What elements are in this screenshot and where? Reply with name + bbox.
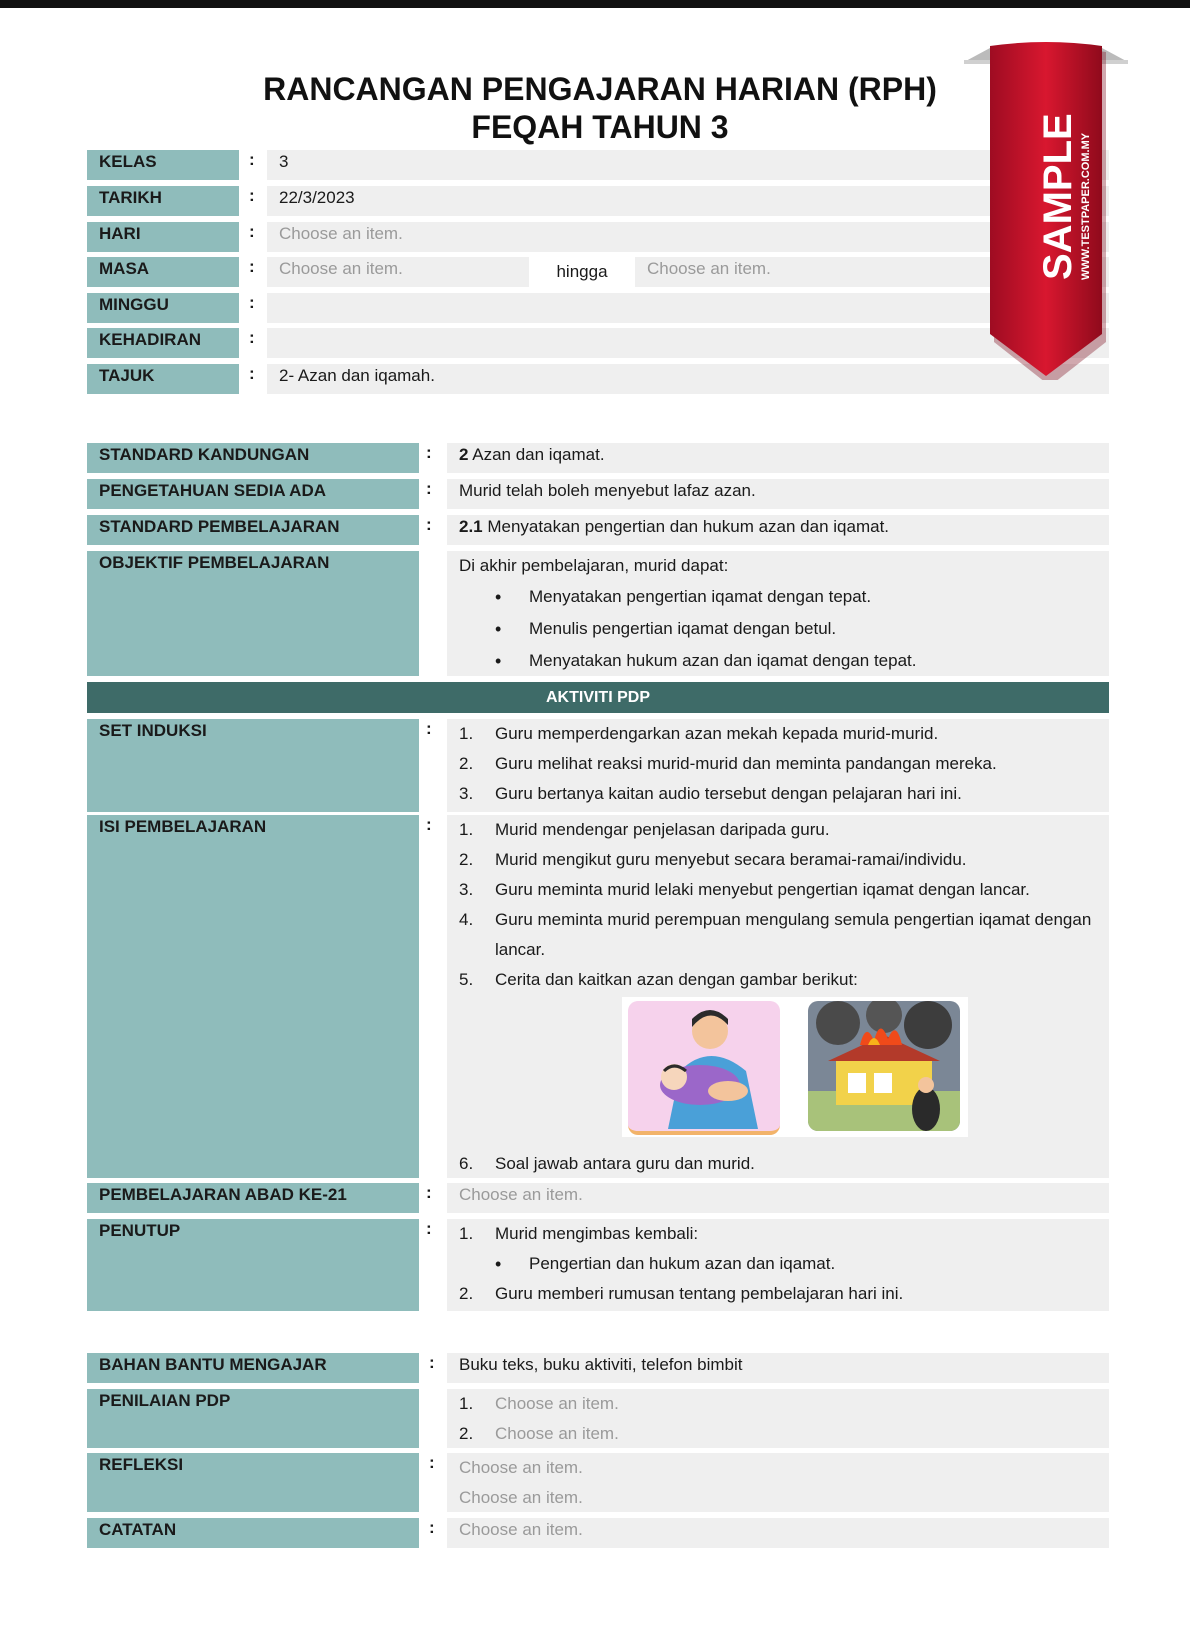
list-item xyxy=(459,965,1097,995)
standard-kandungan-text: Azan dan iqamat. xyxy=(468,445,605,464)
list-item xyxy=(459,905,1097,935)
list-item xyxy=(459,719,1097,749)
objektif-item: • Menyatakan pengertian iqamat dengan tepat. xyxy=(459,581,1097,613)
colon: : xyxy=(249,293,255,312)
colon: : xyxy=(426,1183,432,1202)
list-text: Guru meminta murid perempuan mengulang semula pengertian iqamat dengan xyxy=(495,910,1092,929)
list-number: 1. xyxy=(459,820,474,839)
list-text: lancar. xyxy=(495,940,546,959)
bahan-bantu-field[interactable]: Buku teks, buku aktiviti, telefon bimbit xyxy=(447,1353,1109,1383)
label-kehadiran: KEHADIRAN xyxy=(87,328,239,358)
masa-from-dropdown[interactable]: Choose an item. xyxy=(267,257,529,287)
list-number: 4. xyxy=(459,910,474,929)
standard-pembelajaran-field[interactable] xyxy=(447,515,1109,545)
illustrations xyxy=(622,997,968,1137)
list-number: 2. xyxy=(459,850,474,869)
label-hari: HARI xyxy=(87,222,239,252)
refleksi-field xyxy=(447,1453,1109,1512)
kelas-field[interactable]: 3 xyxy=(267,150,1109,180)
burning-house-image xyxy=(808,1001,960,1131)
list-number: 2. xyxy=(459,1424,474,1443)
label-isi-pembelajaran: ISI PEMBELAJARAN xyxy=(87,815,419,1178)
label-refleksi: REFLEKSI xyxy=(87,1453,419,1512)
list-item xyxy=(459,1149,1097,1179)
ribbon-url-text: WWW.TESTPAPER.COM.MY xyxy=(1080,132,1092,280)
list-item xyxy=(459,875,1097,905)
objektif-intro: Di akhir pembelajaran, murid dapat: xyxy=(459,556,729,575)
list-text: Guru melihat reaksi murid-murid dan meminta pandangan mereka. xyxy=(495,754,997,773)
list-text: Guru memperdengarkan azan mekah kepada murid-murid. xyxy=(495,724,939,743)
list-item xyxy=(459,845,1097,875)
father-holding-baby-image xyxy=(628,1001,780,1135)
colon: : xyxy=(249,328,255,347)
list-number: 3. xyxy=(459,880,474,899)
objektif-item: • Menulis pengertian iqamat dengan betul. xyxy=(459,613,1097,645)
list-text: Murid mengimbas kembali: xyxy=(495,1224,699,1243)
tajuk-field[interactable]: 2- Azan dan iqamah. xyxy=(267,364,1109,394)
list-item xyxy=(459,779,1097,809)
colon: : xyxy=(249,150,255,169)
row-hari xyxy=(87,222,1109,252)
row-kehadiran xyxy=(87,328,1109,358)
objektif-item: • Menyatakan hukum azan dan iqamat dengan tepat. xyxy=(459,645,1097,677)
label-tajuk: TAJUK xyxy=(87,364,239,394)
list-number: 1. xyxy=(459,724,474,743)
row-penilaian-pdp xyxy=(87,1389,1109,1448)
ribbon-label xyxy=(1035,110,1095,290)
row-bahan-bantu xyxy=(87,1353,1109,1383)
standard-pembelajaran-text: Menyatakan pengertian dan hukum azan dan iqamat. xyxy=(482,517,890,536)
list-number: 1. xyxy=(459,1394,474,1413)
list-text: Guru memberi rumusan tentang pembelajaran hari ini. xyxy=(495,1284,904,1303)
colon: : xyxy=(249,364,255,383)
row-objektif xyxy=(87,551,1109,676)
colon: : xyxy=(426,443,432,462)
label-pengetahuan: PENGETAHUAN SEDIA ADA xyxy=(87,479,419,509)
page-title xyxy=(200,70,1000,146)
objektif-field[interactable] xyxy=(447,551,1109,676)
masa-to-dropdown[interactable]: Choose an item. xyxy=(635,257,1109,287)
refleksi-dropdown[interactable]: Choose an item. xyxy=(459,1488,583,1507)
label-objektif: OBJEKTIF PEMBELAJARAN xyxy=(87,551,419,676)
label-tarikh: TARIKH xyxy=(87,186,239,216)
list-number: 6. xyxy=(459,1154,474,1173)
refleksi-dropdown[interactable]: Choose an item. xyxy=(459,1458,583,1477)
standard-kandungan-field[interactable] xyxy=(447,443,1109,473)
label-standard-kandungan: STANDARD KANDUNGAN xyxy=(87,443,419,473)
abad-ke-21-dropdown[interactable]: Choose an item. xyxy=(447,1183,1109,1213)
list-text: Murid mendengar penjelasan daripada guru. xyxy=(495,820,830,839)
row-penutup xyxy=(87,1219,1109,1311)
standard-kandungan-num: 2 xyxy=(459,445,469,464)
hari-dropdown[interactable]: Choose an item. xyxy=(267,222,1109,252)
list-number: 1. xyxy=(459,1224,474,1243)
colon: : xyxy=(426,1219,432,1238)
list-text: Cerita dan kaitkan azan dengan gambar berikut: xyxy=(495,970,858,989)
row-tajuk xyxy=(87,364,1109,394)
masa-hingga-label: hingga xyxy=(537,257,627,287)
colon: : xyxy=(429,1353,435,1372)
label-penutup: PENUTUP xyxy=(87,1219,419,1311)
row-refleksi xyxy=(87,1453,1109,1512)
row-pengetahuan xyxy=(87,479,1109,509)
catatan-dropdown[interactable]: Choose an item. xyxy=(447,1518,1109,1548)
colon: : xyxy=(426,515,432,534)
list-text: Guru meminta murid lelaki menyebut pengertian iqamat dengan lancar. xyxy=(495,880,1030,899)
label-minggu: MINGGU xyxy=(87,293,239,323)
penutup-bullet: • Pengertian dan hukum azan dan iqamat. xyxy=(459,1249,1097,1279)
colon: : xyxy=(426,815,432,834)
list-item xyxy=(459,1219,1097,1249)
colon: : xyxy=(429,1453,435,1472)
penilaian-pdp-field[interactable] xyxy=(447,1389,1109,1448)
label-set-induksi: SET INDUKSI xyxy=(87,719,419,812)
label-abad-ke-21: PEMBELAJARAN ABAD KE-21 xyxy=(87,1183,419,1213)
colon: : xyxy=(426,479,432,498)
row-masa xyxy=(87,257,1109,287)
penutup-field[interactable] xyxy=(447,1219,1109,1311)
title-line-1: RANCANGAN PENGAJARAN HARIAN (RPH) xyxy=(263,71,937,107)
standard-pembelajaran-num: 2.1 xyxy=(459,517,483,536)
list-number: 3. xyxy=(459,784,474,803)
list-item xyxy=(459,749,1097,779)
list-item xyxy=(459,1279,1097,1309)
row-abad-ke-21 xyxy=(87,1183,1109,1213)
list-number: 2. xyxy=(459,1284,474,1303)
row-tarikh xyxy=(87,186,1109,216)
colon: : xyxy=(249,186,255,205)
row-minggu xyxy=(87,293,1109,323)
list-text: Guru bertanya kaitan audio tersebut dengan pelajaran hari ini. xyxy=(495,784,962,803)
list-number: 5. xyxy=(459,970,474,989)
list-number: 2. xyxy=(459,754,474,773)
colon: : xyxy=(429,1518,435,1537)
title-line-2: FEQAH TAHUN 3 xyxy=(471,109,729,145)
pengetahuan-field[interactable]: Murid telah boleh menyebut lafaz azan. xyxy=(447,479,1109,509)
list-item xyxy=(459,815,1097,845)
row-catatan xyxy=(87,1518,1109,1548)
ribbon-sample-text: SAMPLE xyxy=(1036,113,1080,280)
penilaian-dropdown[interactable]: Choose an item. xyxy=(495,1424,619,1443)
tarikh-field[interactable]: 22/3/2023 xyxy=(267,186,1109,216)
list-text: Murid mengikut guru menyebut secara beramai-ramai/individu. xyxy=(495,850,967,869)
label-catatan: CATATAN xyxy=(87,1518,419,1548)
label-masa: MASA xyxy=(87,257,239,287)
aktiviti-pdp-banner: AKTIVITI PDP xyxy=(87,682,1109,713)
top-border xyxy=(0,0,1190,8)
row-standard-pembelajaran xyxy=(87,515,1109,545)
row-kelas xyxy=(87,150,1109,180)
list-item xyxy=(459,1389,1097,1419)
set-induksi-field[interactable] xyxy=(447,719,1109,812)
colon: : xyxy=(426,719,432,738)
penilaian-dropdown[interactable]: Choose an item. xyxy=(495,1394,619,1413)
label-kelas: KELAS xyxy=(87,150,239,180)
list-item-continued xyxy=(459,935,1097,965)
row-set-induksi xyxy=(87,719,1109,812)
label-penilaian-pdp: PENILAIAN PDP xyxy=(87,1389,419,1448)
label-standard-pembelajaran: STANDARD PEMBELAJARAN xyxy=(87,515,419,545)
list-text: Soal jawab antara guru dan murid. xyxy=(495,1154,755,1173)
label-bahan-bantu: BAHAN BANTU MENGAJAR xyxy=(87,1353,419,1383)
colon: : xyxy=(249,222,255,241)
row-standard-kandungan xyxy=(87,443,1109,473)
list-item xyxy=(459,1419,1097,1449)
colon: : xyxy=(249,257,255,276)
